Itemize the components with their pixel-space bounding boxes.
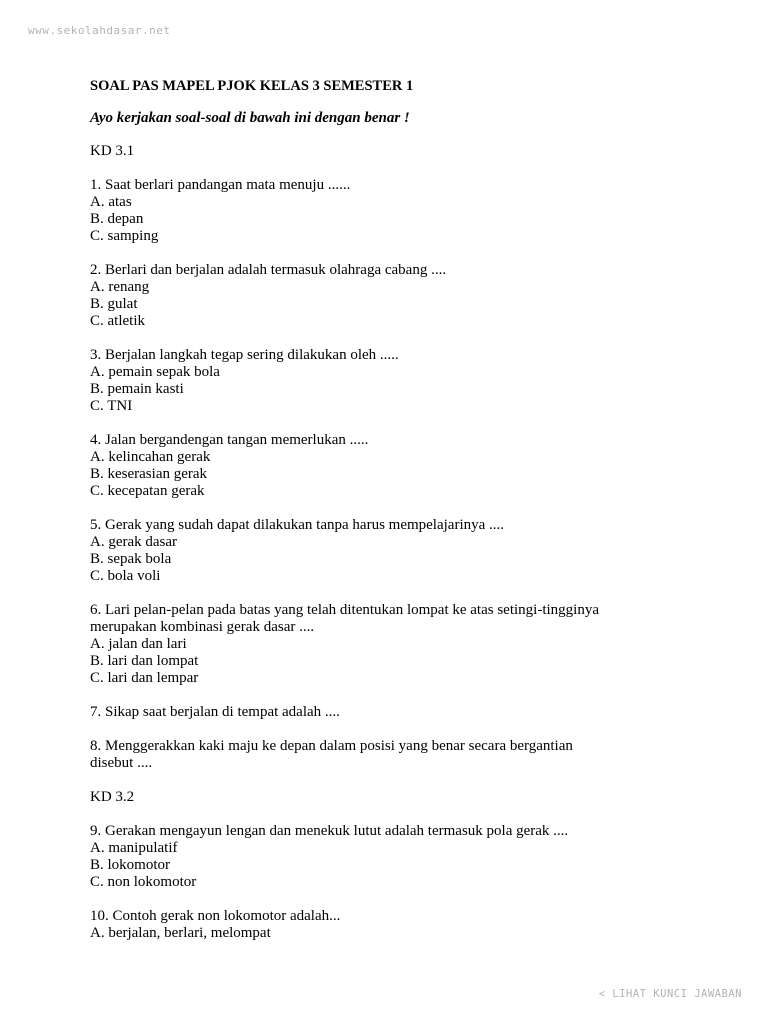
question-item xyxy=(90,704,710,721)
answer-option: A. berjalan, berlari, melompat xyxy=(90,925,271,941)
worksheet-document xyxy=(90,78,710,959)
answer-option: A. manipulatif xyxy=(90,840,178,856)
question-item xyxy=(90,602,710,687)
question-text: 8. Menggerakkan kaki maju ke depan dalam posisi yang benar secara bergantian xyxy=(90,738,573,754)
answer-option: B. pemain kasti xyxy=(90,381,184,397)
answer-option: B. depan xyxy=(90,211,144,227)
question-item xyxy=(90,908,710,942)
answer-option: B. sepak bola xyxy=(90,551,172,567)
question-text: 1. Saat berlari pandangan mata menuju ...... xyxy=(90,177,351,193)
answer-option: C. bola voli xyxy=(90,568,161,584)
answer-option: C. atletik xyxy=(90,313,145,329)
question-item xyxy=(90,347,710,415)
question-text: disebut .... xyxy=(90,755,153,771)
answer-option: A. gerak dasar xyxy=(90,534,178,550)
question-item xyxy=(90,517,710,585)
worksheet-instruction: Ayo kerjakan soal-soal di bawah ini dengan benar ! xyxy=(90,110,410,126)
answer-option: B. lari dan lompat xyxy=(90,653,199,669)
view-answer-key-link[interactable]: < LIHAT KUNCI JAWABAN xyxy=(598,988,742,1000)
answer-option: C. TNI xyxy=(90,398,133,414)
question-text: 4. Jalan bergandengan tangan memerlukan ..... xyxy=(90,432,369,448)
answer-option: A. renang xyxy=(90,279,150,295)
worksheet-title: SOAL PAS MAPEL PJOK KELAS 3 SEMESTER 1 xyxy=(90,78,414,94)
answer-option: C. lari dan lempar xyxy=(90,670,199,686)
answer-option: A. atas xyxy=(90,194,132,210)
site-watermark: www.sekolahdasar.net xyxy=(28,24,171,37)
answer-option: B. lokomotor xyxy=(90,857,171,873)
answer-option: C. non lokomotor xyxy=(90,874,197,890)
question-text: merupakan kombinasi gerak dasar .... xyxy=(90,619,315,635)
question-text: 2. Berlari dan berjalan adalah termasuk olahraga cabang .... xyxy=(90,262,447,278)
section-heading: KD 3.2 xyxy=(90,789,135,805)
question-sections xyxy=(90,143,710,942)
answer-option: A. kelincahan gerak xyxy=(90,449,211,465)
question-text: 3. Berjalan langkah tegap sering dilakukan oleh ..... xyxy=(90,347,399,363)
answer-option: C. kecepatan gerak xyxy=(90,483,205,499)
question-item xyxy=(90,823,710,891)
question-text: 5. Gerak yang sudah dapat dilakukan tanpa harus mempelajarinya .... xyxy=(90,517,505,533)
answer-option: B. gulat xyxy=(90,296,138,312)
question-item xyxy=(90,738,710,772)
section-heading: KD 3.1 xyxy=(90,143,135,159)
question-text: 10. Contoh gerak non lokomotor adalah... xyxy=(90,908,341,924)
answer-option: B. keserasian gerak xyxy=(90,466,208,482)
question-item xyxy=(90,262,710,330)
question-text: 6. Lari pelan-pelan pada batas yang telah ditentukan lompat ke atas setingi-tingginya xyxy=(90,602,599,618)
answer-option: A. jalan dan lari xyxy=(90,636,187,652)
answer-option: A. pemain sepak bola xyxy=(90,364,220,380)
question-text: 7. Sikap saat berjalan di tempat adalah .... xyxy=(90,704,340,720)
question-item xyxy=(90,177,710,245)
question-text: 9. Gerakan mengayun lengan dan menekuk lutut adalah termasuk pola gerak .... xyxy=(90,823,569,839)
answer-option: C. samping xyxy=(90,228,159,244)
question-item xyxy=(90,432,710,500)
